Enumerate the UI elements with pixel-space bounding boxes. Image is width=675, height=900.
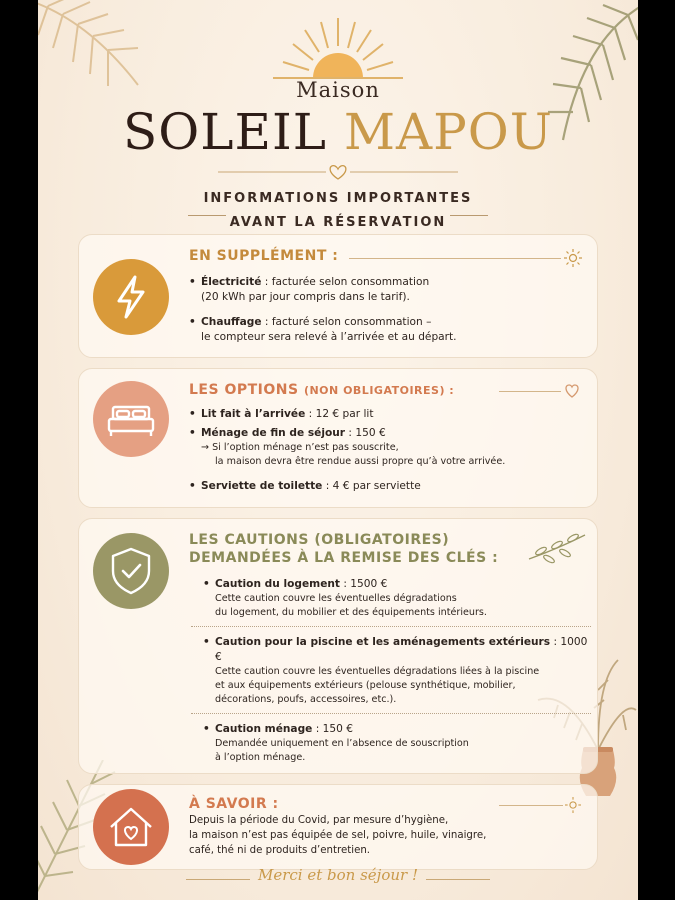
dotted-divider [191, 713, 591, 714]
item-sub: (20 kWh par jour compris dans le tarif). [201, 291, 410, 303]
subtitle-rule-right [450, 215, 488, 216]
savoir-line: café, thé ni de produits d’entretien. [189, 845, 371, 856]
cautions-title-line2: DEMANDÉES À LA REMISE DES CLÉS : [189, 550, 499, 566]
list-item [203, 577, 597, 620]
lightning-icon [93, 259, 169, 335]
savoir-title-rule [499, 805, 563, 806]
shield-check-icon [93, 533, 169, 609]
title-mapou: MAPOU [343, 103, 553, 161]
list-item [189, 426, 505, 469]
savoir-card [78, 784, 598, 870]
item-desc: Cette caution couvre les éventuelles dégradations liées à la piscine [215, 666, 540, 677]
cautions-title-line1: LES CAUTIONS (OBLIGATOIRES) [189, 532, 450, 548]
item-label: Caution du logement [215, 578, 340, 590]
item-text: : 1000 € [215, 636, 588, 663]
maison-label: Maison [296, 78, 380, 102]
subtitle-line1: INFORMATIONS IMPORTANTES [203, 191, 473, 206]
item-sub: → Si l’option ménage n’est pas souscrite, [201, 442, 399, 453]
supplement-title: EN SUPPLÉMENT : [189, 248, 339, 264]
olive-branch-icon [527, 529, 587, 569]
item-desc: décorations, poufs, accessoires, etc.). [215, 694, 397, 705]
house-badge [93, 789, 169, 865]
list-item [189, 315, 457, 345]
item-sub: le compteur sera relevé à l’arrivée et au départ. [201, 331, 457, 343]
cautions-card [78, 518, 598, 774]
item-text: : 12 € par lit [305, 408, 374, 420]
footer-message: Merci et bon séjour ! [258, 866, 418, 884]
bed-icon [93, 381, 169, 457]
savoir-line: Depuis la période du Covid, par mesure d’hygiène, [189, 815, 449, 826]
item-label: Ménage de fin de séjour [201, 427, 346, 439]
savoir-text [189, 813, 486, 858]
item-label: Lit fait à l’arrivée [201, 408, 306, 420]
dotted-divider [191, 626, 591, 627]
options-card [78, 368, 598, 508]
item-sub: la maison devra être rendue aussi propre qu’à votre arrivée. [215, 456, 506, 467]
list-item [203, 635, 597, 707]
shield-badge [93, 533, 169, 609]
list-item [203, 722, 597, 765]
item-desc: Cette caution couvre les éventuelles dégradations [215, 593, 457, 604]
subtitle [38, 190, 638, 232]
item-text: : 150 € [345, 427, 386, 439]
item-desc: Demandée uniquement en l’absence de souscription [215, 738, 469, 749]
small-heart-icon [563, 383, 581, 399]
item-text: : 1500 € [340, 578, 388, 590]
list-item [189, 275, 457, 305]
options-title-note: (NON OBLIGATOIRES) : [303, 384, 455, 397]
title-soleil: SOLEIL [123, 103, 327, 161]
house-heart-icon [93, 789, 169, 865]
footer-rule-right [426, 879, 490, 880]
lightning-badge [93, 259, 169, 335]
bed-badge [93, 381, 169, 457]
item-text: : facturée selon consommation [261, 276, 430, 288]
supplement-card [78, 234, 598, 358]
poster [38, 0, 638, 900]
small-sun-icon [565, 797, 581, 813]
savoir-title: À SAVOIR : [189, 796, 279, 812]
supplement-list [189, 275, 457, 352]
options-title-main: LES OPTIONS [189, 382, 299, 398]
options-title [189, 381, 454, 400]
cautions-title [189, 531, 498, 567]
small-sun-icon [564, 249, 582, 267]
options-list [189, 407, 505, 501]
item-desc: et aux équipements extérieurs (pelouse synthétique, mobilier, [215, 680, 516, 691]
subtitle-line2: AVANT LA RÉSERVATION [229, 215, 447, 230]
savoir-line: la maison n’est pas équipée de sel, poivre, huile, vinaigre, [189, 830, 487, 841]
item-label: Caution ménage [215, 723, 313, 735]
item-desc: du logement, du mobilier et des équipements intérieurs. [215, 607, 487, 618]
cautions-list [203, 577, 597, 765]
item-text: : facturé selon consommation – [261, 316, 432, 328]
item-label: Caution pour la piscine et les aménagements extérieurs [215, 636, 551, 648]
item-label: Serviette de toilette [201, 480, 323, 492]
item-desc: à l’option ménage. [215, 752, 306, 763]
list-item [189, 407, 505, 422]
subtitle-rule-left [188, 215, 226, 216]
list-item [189, 479, 505, 494]
page-title [38, 100, 638, 164]
item-text: : 150 € [312, 723, 353, 735]
item-text: : 4 € par serviette [322, 480, 421, 492]
supplement-title-rule [349, 258, 561, 259]
options-title-rule [499, 391, 561, 392]
item-label: Électricité [201, 276, 262, 288]
sun-icon [273, 10, 403, 80]
heart-divider-icon [218, 162, 458, 182]
item-label: Chauffage [201, 316, 262, 328]
